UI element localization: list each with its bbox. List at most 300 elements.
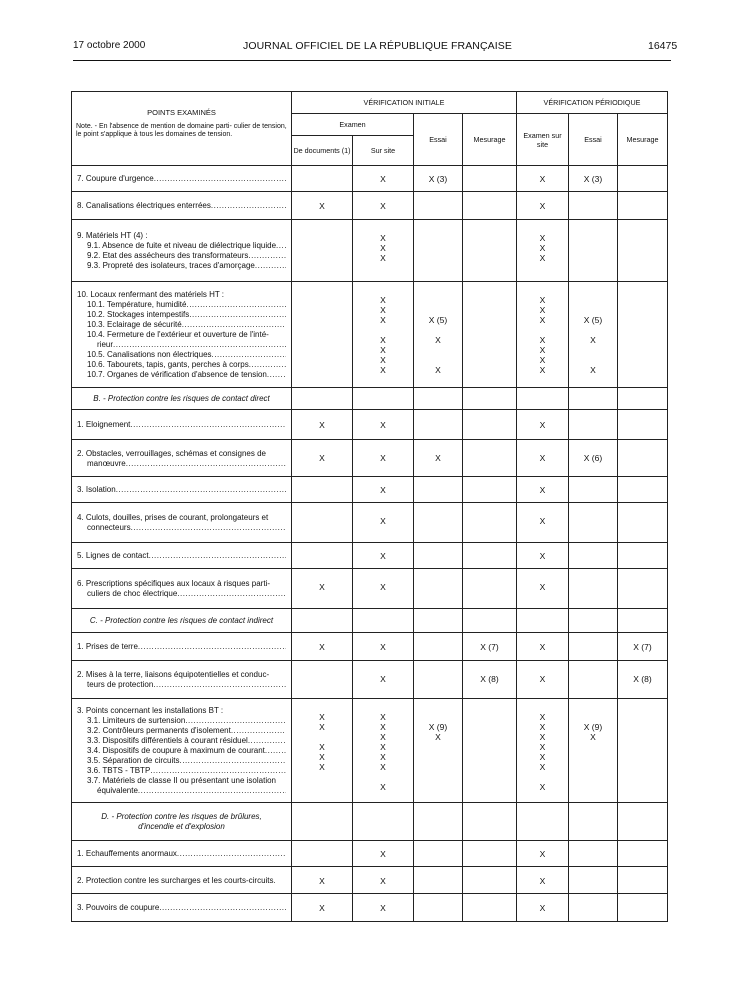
check-mark xyxy=(292,772,352,782)
check-mark xyxy=(569,782,617,792)
check-mark xyxy=(414,752,462,762)
check-mark xyxy=(569,712,617,722)
sur-site-cell xyxy=(353,867,414,894)
check-mark: X xyxy=(539,732,546,742)
essai-cell xyxy=(414,633,463,661)
table-row xyxy=(72,699,668,803)
check-mark xyxy=(414,355,462,365)
section-heading-text: d'incendie et d'explosion xyxy=(138,821,225,831)
point-label-line: 10.7. Organes de vérification d'absence de tension ..... xyxy=(77,370,286,380)
check-mark xyxy=(414,702,462,712)
check-mark xyxy=(353,443,413,453)
sur-site-cell xyxy=(353,633,414,661)
point-label-line: culiers de choc électrique ..... xyxy=(77,589,286,599)
mesurage-periodique-cell xyxy=(618,166,668,192)
empty-cell xyxy=(618,803,668,841)
essai-periodique-cell xyxy=(569,699,618,803)
check-mark xyxy=(353,572,413,582)
check-mark xyxy=(292,572,352,582)
sur-site-header: Sur site xyxy=(353,136,414,166)
check-mark xyxy=(353,772,413,782)
mesurage-cell xyxy=(463,569,517,609)
check-mark: X xyxy=(539,485,546,495)
check-mark: X xyxy=(380,453,386,463)
mesurage-periodique-cell xyxy=(618,192,668,220)
check-mark: X xyxy=(380,516,386,526)
check-mark: X xyxy=(539,345,546,355)
point-label-line: 5. Lignes de contact ..... xyxy=(77,551,286,561)
check-mark: X xyxy=(539,243,546,253)
mesurage-periodique-cell xyxy=(618,661,668,699)
examen-header: Examen xyxy=(292,114,414,136)
sur-site-cell xyxy=(353,282,414,388)
check-mark: X xyxy=(539,849,546,859)
essai-periodique-cell xyxy=(569,410,618,440)
examen-sur-site-periodique-cell xyxy=(517,867,569,894)
check-mark: X xyxy=(380,305,386,315)
point-label-line: 10.6. Tabourets, tapis, gants, perches à corps ..... xyxy=(77,360,286,370)
check-mark xyxy=(569,742,617,752)
point-label-line: 1. Eloignement ..... xyxy=(77,420,286,430)
essai-periodique-cell xyxy=(569,894,618,922)
check-mark: X (8) xyxy=(633,674,652,684)
header-rule xyxy=(73,60,671,61)
point-label xyxy=(72,661,292,699)
essai-header: Essai xyxy=(414,114,463,166)
mesurage-periodique-cell xyxy=(618,440,668,477)
check-mark: X xyxy=(539,582,546,592)
point-label xyxy=(72,477,292,503)
table-row xyxy=(72,220,668,282)
check-mark: X (3) xyxy=(583,174,603,184)
sur-site-cell xyxy=(353,166,414,192)
header-date: 17 octobre 2000 xyxy=(73,40,146,51)
point-label xyxy=(72,503,292,543)
check-mark xyxy=(517,702,568,712)
empty-cell xyxy=(463,388,517,410)
check-mark: X xyxy=(539,335,546,345)
sur-site-cell xyxy=(353,192,414,220)
check-mark xyxy=(569,762,617,772)
empty-cell xyxy=(353,803,414,841)
table-row xyxy=(72,410,668,440)
check-mark: X xyxy=(435,732,441,742)
essai-cell xyxy=(414,477,463,503)
de-documents-cell xyxy=(292,192,353,220)
section-heading-text: D. - Protection contre les risques de brûlures, xyxy=(101,811,262,821)
check-mark: X xyxy=(539,315,546,325)
empty-cell xyxy=(463,609,517,633)
essai-periodique-cell xyxy=(569,867,618,894)
examen-sur-site-periodique-cell xyxy=(517,569,569,609)
point-label xyxy=(72,166,292,192)
point-label-line: 9.2. Etat des assécheurs des transformateurs ..... xyxy=(77,251,286,261)
check-mark: X xyxy=(590,335,596,345)
check-mark: X xyxy=(380,420,386,430)
point-label-line: teurs de protection ..... xyxy=(77,680,286,690)
check-mark xyxy=(517,285,568,295)
page-header xyxy=(0,40,748,56)
empty-cell xyxy=(569,388,618,410)
check-mark: X xyxy=(435,365,441,375)
point-label-line: 3.3. Dispositifs différentiels à courant résiduel ..... xyxy=(77,736,286,746)
check-mark: X xyxy=(539,233,546,243)
point-label-line: 4. Culots, douilles, prises de courant, prolongateurs et xyxy=(77,513,269,522)
check-mark: X xyxy=(380,201,386,211)
points-examines-note: Note. - En l'absence de mention de domaine parti- culier de tension, le point s'applique à tous les domaines de tension. xyxy=(76,123,287,138)
essai-periodique-cell xyxy=(569,220,618,282)
point-label-line: 9. Matériels HT (4) : xyxy=(77,231,148,240)
sur-site-cell xyxy=(353,503,414,543)
point-label xyxy=(72,192,292,220)
check-mark xyxy=(569,443,617,453)
de-documents-cell xyxy=(292,166,353,192)
check-mark xyxy=(414,345,462,355)
check-mark: X xyxy=(539,174,546,184)
check-mark: X xyxy=(319,742,325,752)
mesurage-periodique-cell xyxy=(618,841,668,867)
table-row xyxy=(72,894,668,922)
mesurage-periodique-cell xyxy=(618,410,668,440)
check-mark xyxy=(414,742,462,752)
point-label xyxy=(72,633,292,661)
de-documents-cell xyxy=(292,894,353,922)
check-mark: X xyxy=(380,174,386,184)
check-mark: X (5) xyxy=(428,315,448,325)
de-documents-cell xyxy=(292,440,353,477)
section-heading-text: B. - Protection contre les risques de contact direct xyxy=(93,393,270,403)
check-mark xyxy=(414,295,462,305)
verification-table xyxy=(71,91,668,922)
section-heading xyxy=(72,609,292,633)
mesurage-header: Mesurage xyxy=(463,114,517,166)
check-mark: X xyxy=(319,903,325,913)
verification-initiale-header: VÉRIFICATION INITIALE xyxy=(292,92,517,114)
essai-cell xyxy=(414,699,463,803)
point-label xyxy=(72,699,292,803)
check-mark: X xyxy=(380,485,386,495)
check-mark: X xyxy=(380,582,386,592)
empty-cell xyxy=(517,609,569,633)
check-mark: X xyxy=(380,742,386,752)
check-mark: X (5) xyxy=(583,315,603,325)
examen-sur-site-periodique-cell xyxy=(517,633,569,661)
point-label-line: 3.5. Séparation de circuits ..... xyxy=(77,756,286,766)
check-mark xyxy=(292,443,352,453)
essai-periodique-cell xyxy=(569,440,618,477)
de-documents-cell xyxy=(292,410,353,440)
check-mark: X xyxy=(380,903,386,913)
check-mark xyxy=(414,782,462,792)
check-mark: X xyxy=(539,516,546,526)
empty-cell xyxy=(292,388,353,410)
point-label xyxy=(72,841,292,867)
point-label-line: 10.4. Fermeture de l'extérieur et ouverture de l'inté- xyxy=(87,330,269,339)
essai-cell xyxy=(414,543,463,569)
check-mark: X xyxy=(539,752,546,762)
check-mark: X xyxy=(539,253,546,263)
point-label-line: connecteurs ..... xyxy=(77,523,286,533)
table-row xyxy=(72,569,668,609)
mesurage-cell xyxy=(463,867,517,894)
de-documents-cell xyxy=(292,699,353,803)
essai-cell xyxy=(414,867,463,894)
de-documents-cell xyxy=(292,220,353,282)
empty-cell xyxy=(618,388,668,410)
empty-cell xyxy=(414,609,463,633)
check-mark xyxy=(414,325,462,335)
check-mark xyxy=(353,223,413,233)
check-mark: X xyxy=(539,453,546,463)
point-label-line: 3. Pouvoirs de coupure ..... xyxy=(77,903,286,913)
check-mark: X xyxy=(435,335,441,345)
check-mark: X (6) xyxy=(583,453,603,463)
point-label xyxy=(72,867,292,894)
section-row xyxy=(72,803,668,841)
check-mark: X xyxy=(380,233,386,243)
examen-sur-site-periodique-cell xyxy=(517,192,569,220)
mesurage-periodique-cell xyxy=(618,220,668,282)
check-mark: X xyxy=(590,732,596,742)
header-journal-title: JOURNAL OFFICIEL DE LA RÉPUBLIQUE FRANÇAISE xyxy=(243,40,512,52)
empty-cell xyxy=(569,609,618,633)
check-mark xyxy=(414,762,462,772)
point-label-line: 6. Prescriptions spécifiques aux locaux à risques parti- xyxy=(77,579,270,588)
essai-periodique-cell xyxy=(569,477,618,503)
essai-cell xyxy=(414,440,463,477)
check-mark: X xyxy=(319,642,325,652)
point-label-line: 9.3. Propreté des isolateurs, traces d'amorçage ..... xyxy=(77,261,286,271)
examen-sur-site-periodique-header: Examen sur site xyxy=(517,114,569,166)
essai-cell xyxy=(414,841,463,867)
examen-sur-site-periodique-cell xyxy=(517,477,569,503)
sur-site-cell xyxy=(353,440,414,477)
point-label-line: 3. Isolation ..... xyxy=(77,485,286,495)
check-mark xyxy=(569,345,617,355)
empty-cell xyxy=(414,388,463,410)
essai-cell xyxy=(414,661,463,699)
empty-cell xyxy=(353,609,414,633)
mesurage-cell xyxy=(463,699,517,803)
check-mark: X xyxy=(539,365,546,375)
de-documents-cell xyxy=(292,569,353,609)
sur-site-cell xyxy=(353,894,414,922)
check-mark: X xyxy=(380,849,386,859)
header-page-number: 16475 xyxy=(648,40,678,52)
table-row xyxy=(72,166,668,192)
point-label-line: 3.7. Matériels de classe II ou présentant une isolation xyxy=(87,776,276,785)
examen-sur-site-periodique-cell xyxy=(517,699,569,803)
check-mark: X xyxy=(539,712,546,722)
check-mark xyxy=(414,443,462,453)
essai-periodique-cell xyxy=(569,543,618,569)
mesurage-cell xyxy=(463,894,517,922)
table-row xyxy=(72,867,668,894)
mesurage-cell xyxy=(463,543,517,569)
check-mark: X xyxy=(380,712,386,722)
examen-sur-site-periodique-cell xyxy=(517,841,569,867)
point-label xyxy=(72,543,292,569)
sur-site-cell xyxy=(353,543,414,569)
points-examines-title: POINTS EXAMINÉS xyxy=(147,108,216,117)
section-heading-text: C. - Protection contre les risques de contact indirect xyxy=(89,615,274,625)
check-mark: X xyxy=(539,782,546,792)
table-row xyxy=(72,633,668,661)
sur-site-cell xyxy=(353,699,414,803)
check-mark: X (9) xyxy=(583,722,603,732)
de-documents-cell xyxy=(292,661,353,699)
mesurage-periodique-cell xyxy=(618,477,668,503)
empty-cell xyxy=(463,803,517,841)
check-mark xyxy=(414,285,462,295)
mesurage-cell xyxy=(463,220,517,282)
point-label-line: 2. Mises à la terre, liaisons équipotentielles et conduc- xyxy=(77,670,270,679)
examen-sur-site-periodique-cell xyxy=(517,543,569,569)
mesurage-cell xyxy=(463,440,517,477)
check-mark: X xyxy=(380,551,386,561)
check-mark: X xyxy=(319,722,325,732)
point-label-line: 1. Prises de terre ..... xyxy=(77,642,286,652)
point-label-line: 10.3. Eclairage de sécurité ..... xyxy=(77,320,286,330)
check-mark xyxy=(517,223,568,233)
check-mark: X xyxy=(539,201,546,211)
point-label-line: 2. Protection contre les surcharges et les courts-circuits. xyxy=(77,875,276,885)
point-label-line: 3.2. Contrôleurs permanents d'isolement ..... xyxy=(77,726,286,736)
essai-cell xyxy=(414,282,463,388)
examen-sur-site-periodique-cell xyxy=(517,220,569,282)
section-heading xyxy=(72,388,292,410)
check-mark: X xyxy=(539,674,546,684)
check-mark: X xyxy=(539,355,546,365)
essai-cell xyxy=(414,894,463,922)
mesurage-cell xyxy=(463,661,517,699)
check-mark: X (8) xyxy=(480,674,499,684)
empty-cell xyxy=(569,803,618,841)
check-mark xyxy=(569,305,617,315)
check-mark: X xyxy=(539,295,546,305)
mesurage-cell xyxy=(463,477,517,503)
check-mark xyxy=(517,506,568,516)
de-documents-cell xyxy=(292,477,353,503)
check-mark xyxy=(569,295,617,305)
mesurage-periodique-cell xyxy=(618,543,668,569)
check-mark: X xyxy=(380,335,386,345)
point-label xyxy=(72,894,292,922)
check-mark: X xyxy=(380,365,386,375)
check-mark: X xyxy=(380,762,386,772)
check-mark: X xyxy=(590,365,596,375)
essai-periodique-cell xyxy=(569,661,618,699)
empty-cell xyxy=(353,388,414,410)
essai-periodique-header: Essai xyxy=(569,114,618,166)
point-label-line: 10.2. Stockages intempestifs ..... xyxy=(77,310,286,320)
examen-sur-site-periodique-cell xyxy=(517,503,569,543)
mesurage-periodique-cell xyxy=(618,699,668,803)
essai-cell xyxy=(414,569,463,609)
point-label-line: 3.6. TBTS - TBTP ..... xyxy=(77,766,286,776)
check-mark xyxy=(618,664,667,674)
mesurage-periodique-cell xyxy=(618,569,668,609)
examen-sur-site-periodique-cell xyxy=(517,282,569,388)
check-mark: X xyxy=(539,722,546,732)
table-row xyxy=(72,440,668,477)
point-label-line: 3.4. Dispositifs de coupure à maximum de courant ..... xyxy=(77,746,286,756)
point-label-line: 10.5. Canalisations non électriques ..... xyxy=(77,350,286,360)
mesurage-cell xyxy=(463,503,517,543)
examen-sur-site-periodique-cell xyxy=(517,440,569,477)
de-documents-cell xyxy=(292,543,353,569)
empty-cell xyxy=(414,803,463,841)
mesurage-periodique-cell xyxy=(618,503,668,543)
table-row xyxy=(72,543,668,569)
check-mark: X (3) xyxy=(428,174,448,184)
check-mark: X xyxy=(380,752,386,762)
check-mark: X xyxy=(380,243,386,253)
essai-periodique-cell xyxy=(569,569,618,609)
section-row xyxy=(72,609,668,633)
check-mark: X xyxy=(319,875,325,886)
point-label-line: 1. Echauffements anormaux ..... xyxy=(77,849,286,859)
point-label xyxy=(72,410,292,440)
check-mark: X xyxy=(380,782,386,792)
table-row xyxy=(72,477,668,503)
mesurage-periodique-cell xyxy=(618,282,668,388)
de-documents-header: De documents (1) xyxy=(292,136,353,166)
check-mark: X xyxy=(319,201,325,211)
check-mark: X xyxy=(539,305,546,315)
examen-sur-site-periodique-cell xyxy=(517,661,569,699)
empty-cell xyxy=(517,803,569,841)
check-mark: X xyxy=(319,453,325,463)
points-examines-header xyxy=(72,92,292,166)
point-label-line: 3.1. Limiteurs de surtension ..... xyxy=(77,716,286,726)
check-mark: X (7) xyxy=(480,642,499,652)
section-row xyxy=(72,388,668,410)
empty-cell xyxy=(292,803,353,841)
essai-periodique-cell xyxy=(569,633,618,661)
sur-site-cell xyxy=(353,477,414,503)
essai-periodique-cell xyxy=(569,166,618,192)
check-mark xyxy=(517,443,568,453)
check-mark xyxy=(414,712,462,722)
check-mark: X (7) xyxy=(633,642,652,652)
de-documents-cell xyxy=(292,282,353,388)
de-documents-cell xyxy=(292,503,353,543)
check-mark: X xyxy=(380,722,386,732)
essai-periodique-cell xyxy=(569,503,618,543)
check-mark xyxy=(353,702,413,712)
essai-periodique-cell xyxy=(569,841,618,867)
check-mark: X xyxy=(539,903,546,913)
check-mark: X xyxy=(539,762,546,772)
check-mark: X xyxy=(380,674,386,684)
essai-cell xyxy=(414,410,463,440)
examen-sur-site-periodique-cell xyxy=(517,894,569,922)
table-row xyxy=(72,661,668,699)
check-mark xyxy=(569,325,617,335)
mesurage-periodique-cell xyxy=(618,633,668,661)
check-mark xyxy=(569,772,617,782)
section-heading xyxy=(72,803,292,841)
de-documents-cell xyxy=(292,867,353,894)
check-mark: X xyxy=(539,875,546,886)
empty-cell xyxy=(517,388,569,410)
check-mark: X (9) xyxy=(428,722,448,732)
sur-site-cell xyxy=(353,841,414,867)
check-mark: X xyxy=(380,355,386,365)
essai-cell xyxy=(414,503,463,543)
check-mark: X xyxy=(319,582,325,592)
